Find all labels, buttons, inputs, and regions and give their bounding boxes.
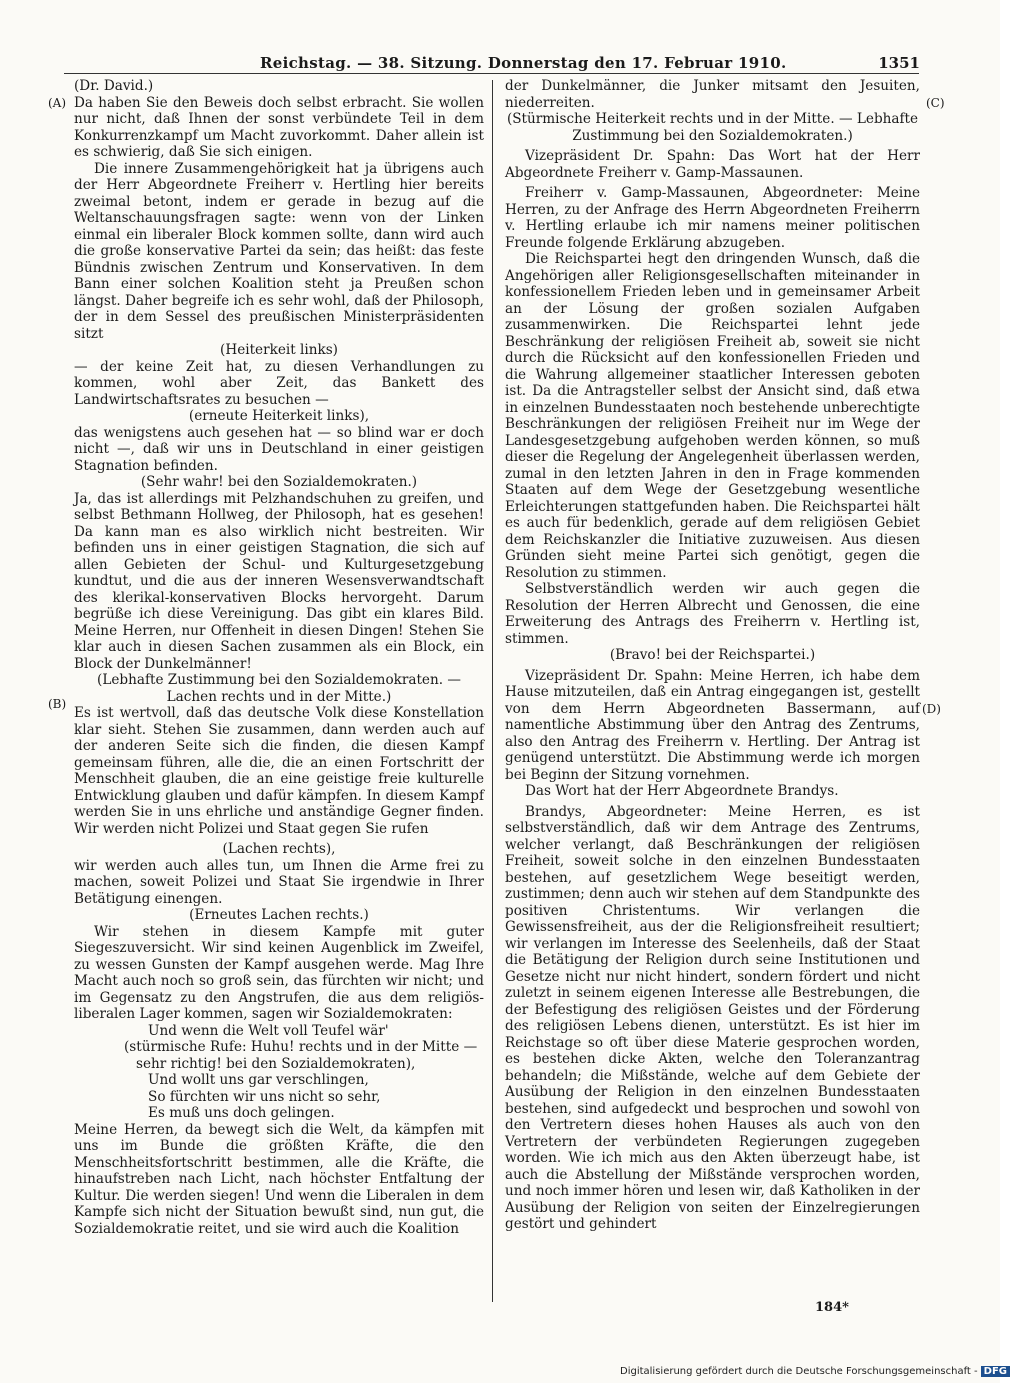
header-rule [64,73,919,74]
paragraph: der Dunkelmänner, die Junker mitsamt den Jesuiten, niederreiten. [505,78,920,111]
paragraph: wir werden auch alles tun, um Ihnen die Arme frei zu machen, soweit Polizei und Staat Sie irgendwie in Ihrer Betätigung einengen. [74,857,484,907]
speaker-paragraph: Freiherr v. Gamp-Massaunen, Abgeordneter: Meine Herren, zu der Anfrage des Herrn Abgeordneten Freiherrn v. Hertling erlaube ich mir namens meiner politischen Freunde folgende Erklärung abzugeben. [505,185,920,251]
interjection: (stürmische Rufe: Huhu! rechts und in der Mitte — [124,1039,478,1055]
interjection: (Heiterkeit links) [220,342,338,358]
digitization-note [620,1366,1010,1377]
digitization-text: Digitalisierung gefördert durch die Deutsche Forschungsgemeinschaft - [620,1366,978,1377]
paragraph: Selbstverständlich werden wir auch gegen die Resolution der Herren Albrecht und Genossen, die eine Erweiterung des Antrags des Freiherrn v. Hertling ist, stimmen. [505,581,920,647]
paragraph: Da haben Sie den Beweis doch selbst erbracht. Sie wollen nur nicht, daß Ihnen der sonst verbündete Teil in dem Konkurrenzkampf um Macht zuvorkommt. Daher allein ist es schwierig, daß Sie sich einigen. [74,94,484,160]
verse-line: Und wenn die Welt voll Teufel wär' [148,1022,389,1039]
paragraph: Meine Herren, da bewegt sich die Welt, da kämpfen mit uns im Bunde die größten Kräfte, die den Menschheitsfortschritt bestimmen, alle die Kräfte, die hinaufstreben nach Licht, nach höchster Entfaltung der Kultur. Die werden siegen! Und wenn die Liberalen in dem Kampfe sich nicht der Situation bewußt sind, nun gut, die Sozialdemokratie reitet, und sie wird auch die Koalition [74,1121,484,1237]
paragraph: das wenigstens auch gesehen hat — so blind war er doch nicht —, daß wir uns in Deutschland in einer geistigen Stagnation befinden. [74,424,484,474]
interjection: (Stürmische Heiterkeit rechts und in der Mitte. — Lebhafte Zustimmung bei den Sozialdemokraten.) [506,111,919,144]
page-number: 1351 [878,54,920,72]
paragraph: Das Wort hat der Herr Abgeordnete Brandys. [525,783,839,799]
paragraph: Ja, das ist allerdings mit Pelzhandschuhen zu greifen, und selbst Bethmann Hollweg, der Philosoph, hat es gesehen! Da kann man es also wirklich nicht bestreiten. Wir befinden uns in einer geistigen Stagnation, die sich auf allen Gebieten der Schul- und Kulturgesetzgebung kundtut, und die aus der inneren Wesensverwandtschaft des klerikal-konservativen Blocks hervorgeht. Darum begrüße ich diese Vereinigung. Das gibt ein klares Bild. Meine Herren, nur Offenheit in diesen Dingen! Stehen Sie klar auch in diesen Sachen zusammen als ein Block, ein Block der Dunkelmänner! [74,490,484,672]
speaker-paragraph: Vizepräsident Dr. Spahn: Meine Herren, ich habe dem Hause mitzuteilen, daß ein Antrag eingegangen ist, gestellt von dem Herrn Abgeordneten Bassermann, auf namentliche Abstimmung über den Antrag des Zentrums, also den Antrag des Freiherrn v. Hertling. Der Antrag ist genügend unterstützt. Die Abstimmung werde ich morgen bei Beginn der Sitzung vornehmen. [505,667,920,783]
dfg-logo: DFG [981,1366,1010,1377]
interjection: (Erneutes Lachen rechts.) [189,907,369,923]
paragraph: Wir stehen in diesem Kampfe mit guter Siegeszuversicht. Wir sind keinen Augenblick im Zweifel, zu wessen Gunsten der Kampf ausgehen werde. Mag Ihre Macht auch noch so groß sein, das fürchten wir nicht; und im Gegensatz zu den Angstrufen, die aus dem religiös-liberalen Lager kommen, sagen wir Sozialdemokraten: [74,923,484,1022]
verse-line: So fürchten wir uns nicht so sehr, [148,1088,381,1105]
paragraph: Die Reichspartei hegt den dringenden Wunsch, daß die Angehörigen aller Religionsgesellschaften miteinander in konfessionellem Frieden leben und in gemeinsamer Arbeit an der Lösung der großen sozialen Aufgaben zusammenwirken. Die Reichspartei lehnt jede Beschränkung der religiösen Freiheit ab, soweit sie nicht durch die Rücksicht auf den konfessionellen Frieden und die Wahrung allgemeiner staatlicher Interessen geboten ist. Da die Antragsteller selbst der Ansicht sind, daß etwa in einzelnen Bundesstaaten noch bestehende unberechtigte Beschränkungen der religiösen Freiheit nur im Wege der Landesgesetzgebung aufgehoben werden können, so muß dieser die Regelung der Angelegenheit überlassen werden, zumal in den letzten Jahren in den in Frage kommenden Staaten auf dem Wege der Gesetzgebung wesentliche Erleichterungen stattgefunden haben. Die Reichspartei hält es auch für bedenklich, gerade auf dem religiösen Gebiet dem Reichskanzler die Initiative zuzuweisen. Aus diesen Gründen sieht meine Partei sich genötigt, gegen die Resolution zu stimmen. [505,251,920,581]
signature-mark: 184* [815,1300,849,1315]
interjection: sehr richtig! bei den Sozialdemokraten), [136,1055,416,1072]
speaker-continuation: (Dr. David.) [74,78,154,94]
margin-mark-c: (C) [926,96,945,110]
interjection: (Lachen rechts), [222,841,336,857]
speaker-paragraph: Vizepräsident Dr. Spahn: Das Wort hat der Herr Abgeordnete Freiherr v. Gamp-Massaunen. [505,148,920,181]
interjection: (Sehr wahr! bei den Sozialdemokraten.) [140,474,418,490]
margin-mark-b: (B) [48,697,67,711]
paragraph: Die innere Zusammengehörigkeit hat ja übrigens auch der Herr Abgeordnete Freiherr v. Hertling hier bereits zweimal betont, indem er gerade in bezug auf die Weltanschauungsfragen sagte: wenn von der Linken einmal ein liberaler Block kommen sollte, dann wird auch die große konservative Partei da sein; das heißt: das feste Bündnis zwischen Zentrum und Konservativen. In dem Bann einer solchen Koalition steht ja Preußen schon längst. Daher begreife ich es sehr wohl, daß der Philosoph, der in dem Sessel des preußischen Ministerpräsidenten sitzt [74,160,484,342]
verse-line: Es muß uns doch gelingen. [148,1105,335,1121]
left-column [74,78,484,1237]
right-column [505,78,920,1233]
paragraph: Es ist wertvoll, daß das deutsche Volk diese Konstellation klar sieht. Stehen Sie zusammen, dann werden auch auf der anderen Seite sich die finden, die diesen Kampf gemeinsam führen, alle die, die an einen Fortschritt der Menschheit glauben, die an eine geistige freie kulturelle Entwicklung glauben und dafür kämpfen. In diesem Kampf werden Sie in uns ehrliche und anständige Gegner finden. Wir werden nicht Polizei und Staat gegen Sie rufen [74,705,484,837]
running-title: Reichstag. — 38. Sitzung. Donnerstag den 17. Februar 1910. [260,54,787,72]
speaker-paragraph: Brandys, Abgeordneter: Meine Herren, es ist selbstverständlich, daß wir dem Antrage des Zentrums, welcher verlangt, daß Beschränkungen der religiösen Freiheit, soweit solche in den einzelnen Bundesstaaten bestehen, auf gesetzlichem Wege beseitigt werden, zustimmen; denn auch wir stehen auf dem Standpunkte des positiven Christentums. Wir verlangen die Gewissensfreiheit, aus der die Religionsfreiheit resultiert; wir verlangen im Interesse des Seelenheils, daß der Staat die Betätigung der Religion durch seine Institutionen und Gesetze nicht nur nicht hindert, sondern fördert und nicht zuletzt in seinem eigenen Interesse alle Bestrebungen, die der Befestigung des religiösen Geistes und der Förderung des religiösen Lebens dienen, unterstützt. Es ist hier im Reichstage so oft über diese Materie gesprochen worden, es bestehen dicke Akten, welche den Toleranzantrag behandeln; die Mißstände, welche auf dem Gebiete der Ausübung der Religion in den einzelnen Bundesstaaten bestehen, sind aufgedeckt und besprochen und sowohl von den Vertretern dieses hohen Hauses als auch von den Vertretern der verbündeten Regierungen zugegeben worden. Wie ich mich aus den Akten überzeugt habe, ist auch die Abstellung der Mißstände versprochen worden, und noch immer hören und lesen wir, daß Katholiken in der Ausübung der Religion von seiten der Einzelregierungen gestört und gehindert [505,803,920,1232]
margin-mark-d: (D) [922,702,941,716]
verse-line: Und wollt uns gar verschlingen, [148,1072,369,1088]
interjection: (Lebhafte Zustimmung bei den Sozialdemokraten. — Lachen rechts und in der Mitte.) [97,672,461,705]
interjection: (Bravo! bei der Reichspartei.) [609,647,816,663]
column-divider [492,80,493,1302]
interjection: (erneute Heiterkeit links), [188,408,370,424]
margin-mark-a: (A) [48,96,67,110]
paragraph: — der keine Zeit hat, zu diesen Verhandlungen zu kommen, wohl aber Zeit, das Bankett des Landwirtschaftsrates zu besuchen — [74,358,484,408]
